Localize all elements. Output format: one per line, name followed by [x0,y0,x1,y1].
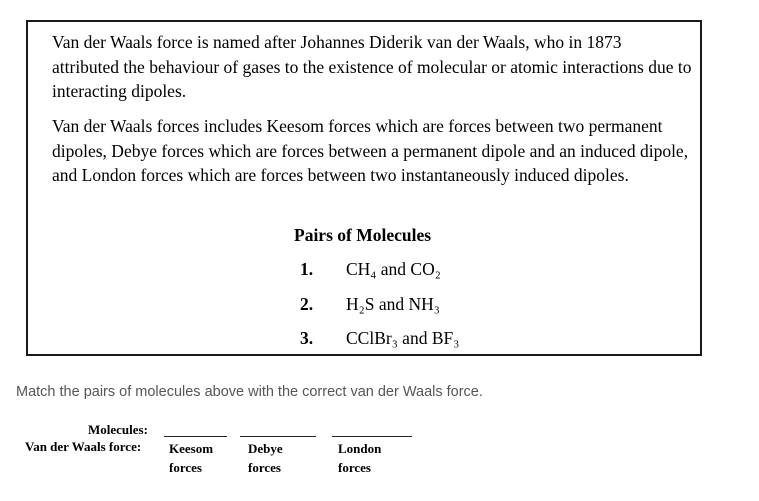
force-label: Van der Waals force: [25,439,142,454]
passage-paragraph-1: Van der Waals force is named after Johannes Diderik van der Waals, who in 1873 attributed the behaviour of gases to the existence of molecular or atomic interactions due to interacting dipoles. [52,32,692,101]
question-prompt: Match the pairs of molecules above with the correct van der Waals force. [16,384,483,400]
passage-box [26,20,702,356]
answer-blank-keesom[interactable] [164,436,227,437]
pair-molecules: CClBr₃ and BF₃ [346,328,460,348]
pair-number: 3. [300,328,314,348]
pair-molecules: H₂S and NH₃ [346,294,440,314]
pairs-title: Pairs of Molecules [294,225,432,245]
force-debye: Debye forces [248,441,283,475]
pair-molecules: CH₄ and CO₂ [346,259,441,279]
force-london: London forces [338,441,382,475]
molecules-label: Molecules: [88,422,148,437]
pair-number: 2. [300,294,314,314]
answer-blank-debye[interactable] [240,436,316,437]
pair-number: 1. [300,259,314,279]
answer-blank-london[interactable] [332,436,412,437]
force-keesom: Keesom forces [169,441,214,475]
passage-paragraph-2: Van der Waals forces includes Keesom forces which are forces between two permanent dipoles, Debye forces which are forces between a permanent dipole and an induced dipole, and London forces which are forces between two instantaneously induced dipoles. [52,116,689,185]
